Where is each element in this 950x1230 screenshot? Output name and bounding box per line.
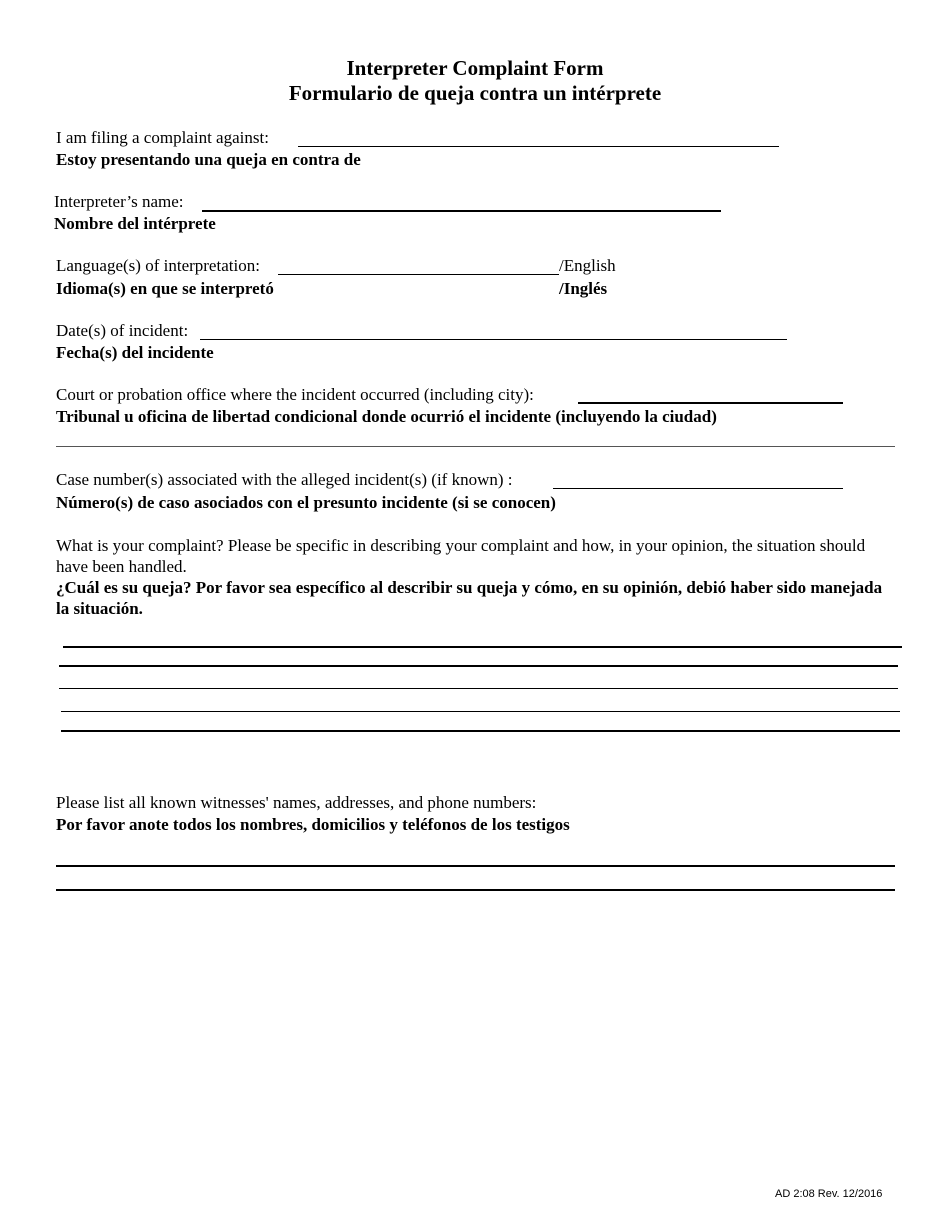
court-input-line[interactable] [578, 402, 843, 404]
language-suffix-en: /English [559, 256, 616, 275]
case-number-label-es: Número(s) de caso asociados con el presunto incidente (si se conocen) [56, 493, 556, 512]
against-input-line[interactable] [298, 146, 779, 147]
interpreter-label-es: Nombre del intérprete [54, 214, 216, 233]
form-title-english: Interpreter Complaint Form [346, 56, 604, 80]
court-continuation-line[interactable] [56, 446, 895, 447]
court-label-es: Tribunal u oficina de libertad condicional donde ocurrió el incidente (incluyendo la ciudad) [56, 407, 717, 426]
complaint-label-en: What is your complaint? Please be specific in describing your complaint and how, in your opinion, the situation should have been handled. [56, 536, 866, 576]
date-label-es: Fecha(s) del incidente [56, 343, 214, 362]
date-label-en: Date(s) of incident: [56, 321, 189, 340]
language-suffix-es: /Inglés [559, 279, 608, 298]
language-input-line[interactable] [278, 274, 559, 275]
complaint-input-line[interactable] [61, 730, 900, 732]
witnesses-label-es: Por favor anote todos los nombres, domicilios y teléfonos de los testigos [56, 815, 570, 834]
court-label-en: Court or probation office where the incident occurred (including city): [56, 385, 534, 404]
language-label-en: Language(s) of interpretation: [56, 256, 260, 275]
against-label-es: Estoy presentando una queja en contra de [56, 150, 361, 169]
complaint-input-line[interactable] [61, 711, 900, 712]
complaint-input-line[interactable] [63, 646, 902, 648]
against-label-en: I am filing a complaint against: [56, 128, 269, 147]
interpreter-label-en: Interpreter’s name: [54, 192, 184, 211]
form-title-spanish: Formulario de queja contra un intérprete [288, 81, 662, 105]
language-label-es: Idioma(s) en que se interpretó [56, 279, 274, 298]
case-number-input-line[interactable] [553, 488, 843, 489]
witnesses-input-line[interactable] [56, 889, 895, 891]
witnesses-input-line[interactable] [56, 865, 895, 867]
date-input-line[interactable] [200, 339, 787, 340]
case-number-label-en: Case number(s) associated with the alleged incident(s) (if known) : [56, 470, 513, 489]
witnesses-label-en: Please list all known witnesses' names, addresses, and phone numbers: [56, 793, 537, 812]
interpreter-name-input-line[interactable] [202, 210, 721, 212]
form-code: AD 2:08 Rev. 12/2016 [775, 1188, 883, 1200]
complaint-input-line[interactable] [59, 688, 898, 689]
complaint-input-line[interactable] [59, 665, 898, 667]
complaint-label-es: ¿Cuál es su queja? Por favor sea específico al describir su queja y cómo, en su opinión, debió haber sido manejada la situación. [56, 578, 883, 618]
